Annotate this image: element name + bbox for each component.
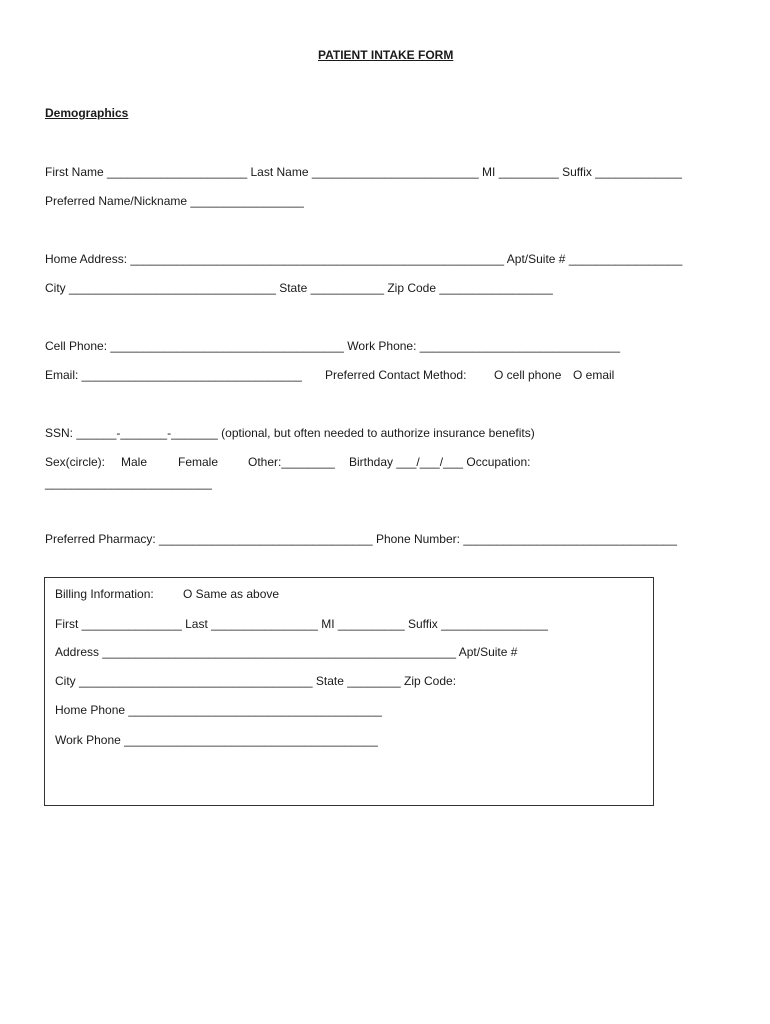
billing-name-row: First _______________ Last ________________ MI __________ Suffix ________________ <box>55 617 548 631</box>
billing-information-box <box>44 577 654 806</box>
billing-same-as-above-option: O Same as above <box>183 587 280 601</box>
contact-method-label: Preferred Contact Method: <box>325 368 467 382</box>
phone-row: Cell Phone: ___________________________________ Work Phone: ______________________________ <box>45 339 620 353</box>
pharmacy-row: Preferred Pharmacy: ________________________________ Phone Number: ________________________________ <box>45 532 677 546</box>
billing-label: Billing Information: <box>55 587 154 601</box>
billing-work-phone-row: Work Phone ______________________________________ <box>55 733 378 747</box>
home-address-row: Home Address: ________________________________________________________ Apt/Suite # _________________ <box>45 252 683 266</box>
sex-label: Sex(circle): <box>45 455 106 469</box>
contact-option-cell: O cell phone <box>494 368 562 382</box>
billing-home-phone-row: Home Phone ______________________________________ <box>55 703 382 717</box>
contact-option-email: O email <box>573 368 615 382</box>
city-state-zip-row: City _______________________________ State ___________ Zip Code _________________ <box>45 281 553 295</box>
section-demographics-heading: Demographics <box>45 106 129 120</box>
sex-option-female: Female <box>178 455 219 469</box>
email-label: Email: _________________________________ <box>45 368 302 382</box>
sex-option-other: Other:________ <box>248 455 335 469</box>
sex-option-male: Male <box>121 455 148 469</box>
birthday-occupation-label: Birthday ___/___/___ Occupation: <box>349 455 531 469</box>
name-row: First Name _____________________ Last Name _________________________ MI _________ Suffix _____________ <box>45 165 682 179</box>
preferred-name-row: Preferred Name/Nickname _________________ <box>45 194 304 208</box>
form-title: PATIENT INTAKE FORM <box>318 48 454 62</box>
billing-address-row: Address _____________________________________________________ Apt/Suite # <box>55 645 518 659</box>
billing-city-row: City ___________________________________ State ________ Zip Code: <box>55 674 457 688</box>
ssn-row: SSN: ______-_______-_______ (optional, but often needed to authorize insurance benefits) <box>45 426 535 440</box>
occupation-line: _________________________ <box>45 476 212 490</box>
